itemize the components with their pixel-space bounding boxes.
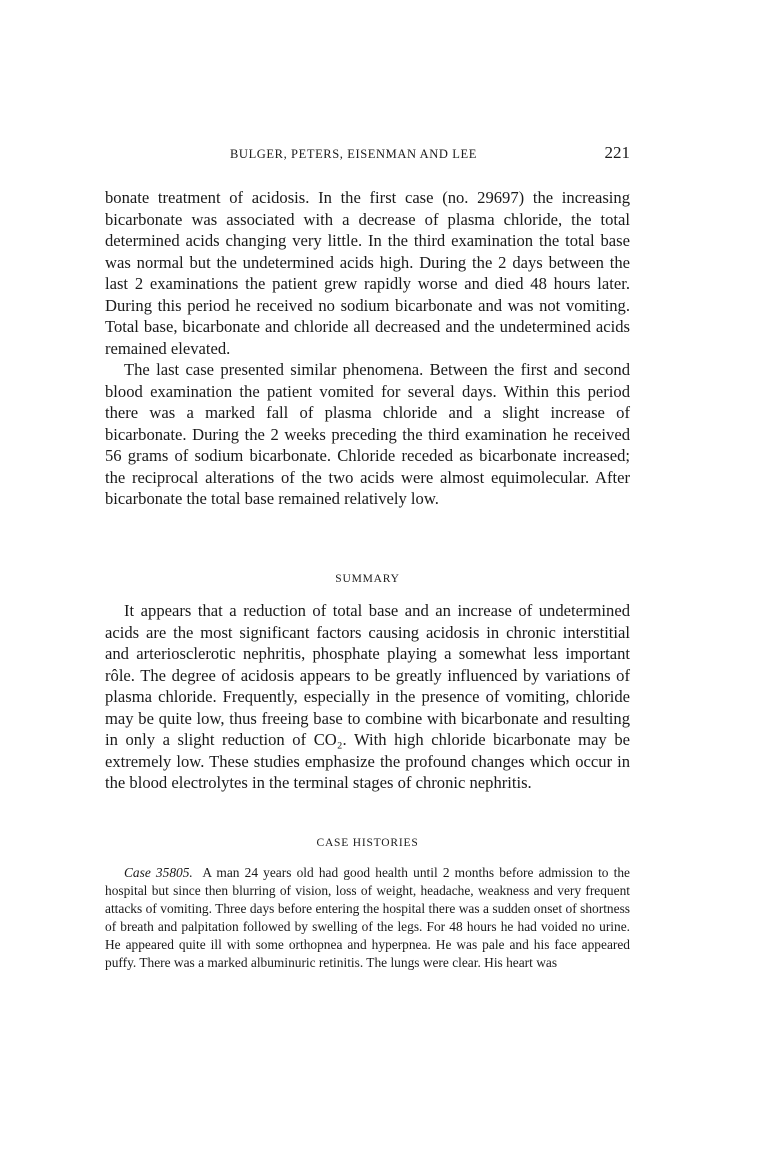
case-history-text: A man 24 years old had good health until 2 months before admission to the hospital but since then blurring of vision, loss of weight, headache, weakness and very frequent attacks of vomiting. Three days before entering the hospital there was a sudden onset of shortness of breath and palpitation followed by swelling of the legs. For 48 hours he had voided no urine. He appeared quite ill with some orthopnea and hyperpnea. He was pale and his face appeared puffy. There was a marked albuminuric retinitis. The lungs were clear. His heart was [105, 865, 630, 970]
summary-paragraph: It appears that a reduction of total base and an increase of undetermined acids are the most significant factors causing acidosis in chronic interstitial and arteriosclerotic nephritis, phosphate playing a somewhat less important rôle. The degree of acidosis appears to be greatly influenced by variations of plasma chloride. Frequently, especially in the presence of vomiting, chloride may be quite low, thus freeing base to combine with bicarbonate and resulting in only a slight reduction of CO₂. With high chloride bicarbonate may be extremely low. These studies emphasize the profound changes which occur in the blood electrolytes in the terminal stages of chronic nephritis. [105, 601, 630, 792]
running-header [105, 143, 630, 165]
case-history-section [105, 864, 630, 972]
body-text-top [105, 187, 630, 510]
paragraph-continuation: bonate treatment of acidosis. In the first case (no. 29697) the increasing bicarbonate was associated with a decrease of plasma chloride, the total determined acids changing very little. In the third examination the total base was normal but the undetermined acids high. During the 2 days between the last 2 examinations the patient grew rapidly worse and died 48 hours later. During this period he received no sodium bicarbonate and was not vomiting. Total base, bicarbonate and chloride all decreased and the undetermined acids remained elevated. [105, 188, 630, 358]
case-label: Case 35805. [124, 865, 193, 880]
case-histories-heading: CASE HISTORIES [316, 837, 419, 849]
summary-section [105, 600, 630, 794]
case-history-paragraph [105, 864, 630, 972]
summary-heading: SUMMARY [335, 573, 400, 585]
running-title: BULGER, PETERS, EISENMAN AND LEE [230, 147, 477, 161]
page-number: 221 [604, 143, 630, 162]
paragraph-last-case: The last case presented similar phenomena. Between the first and second blood examination the patient vomited for several days. Within this period there was a marked fall of plasma chloride and a slight increase of bicarbonate. During the 2 weeks preceding the third examination he received 56 grams of sodium bicarbonate. Chloride receded as bicarbonate increased; the reciprocal alterations of the two acids were almost equimolecular. After bicarbonate the total base remained relatively low. [105, 360, 630, 508]
